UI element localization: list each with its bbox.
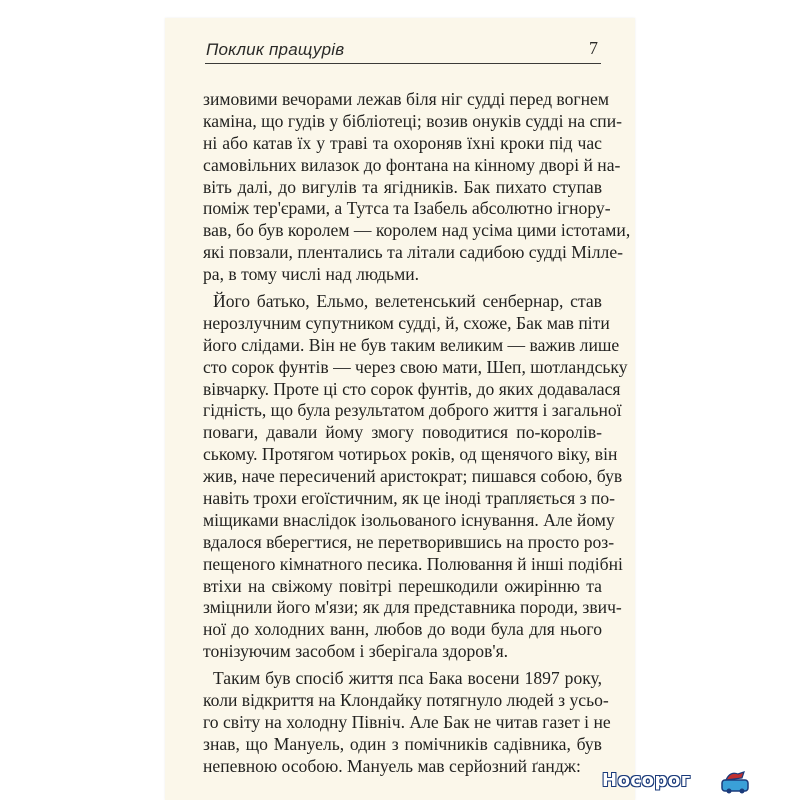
text-line: навіть трохи егоїстичним, як це іноді трапляється з по- xyxy=(203,488,616,509)
text-line: самовільних вилазок до фонтана на кінному дворі й на- xyxy=(203,154,621,175)
text-line: ної до холодних ванн, любов до води була для нього xyxy=(203,619,602,640)
text-line: втіхи на свіжому повітрі перешкодили ожирінню та xyxy=(203,575,602,596)
text-line: гідність, що була результатом доброго життя і загальної xyxy=(203,400,622,421)
text-line: вдалося вберегтися, не перетворившись на просто роз- xyxy=(203,531,615,552)
text-line: віть далі, до вигулів та ягідників. Бак пихато ступав xyxy=(203,176,602,197)
text-line: Його батько, Ельмо, велетенський сенбернар, став xyxy=(213,291,602,312)
text-line: сто сорок фунтів — через свою мати, Шеп, шотландську xyxy=(203,356,628,377)
text-line: ні або катав їх у траві та охороняв їхні кроки під час xyxy=(203,132,602,153)
text-line: го світу на холодну Північ. Але Бак не читав газет і не xyxy=(203,711,611,732)
running-header xyxy=(206,38,600,66)
text-line: пещеного кімнатного песика. Полювання й інші подібні xyxy=(203,553,623,574)
running-title: Поклик пращурів xyxy=(206,40,345,59)
text-line: міщиками внаслідок ізольованого існування. Але йому xyxy=(203,509,615,530)
text-line: коли відкриття на Клондайку потягнуло людей з усьо- xyxy=(203,690,609,711)
text-line: які повзали, плентались та літали садибою судді Мілле- xyxy=(203,242,624,263)
text-line: поваги, давали йому змогу поводитися по-королів- xyxy=(203,422,602,443)
text-line: непевною особою. Мануель мав серйозний ґандж: xyxy=(203,755,581,776)
text-line: зміцнили його м'язи; як для представника породи, звич- xyxy=(203,597,622,618)
text-line: ському. Протягом чотирьох років, од щенячого віку, він xyxy=(203,444,618,465)
text-line: каміна, що гудів у бібліотеці; возив онуків судді на спи- xyxy=(203,110,622,131)
text-line: зимовими вечорами лежав біля ніг судді перед вогнем xyxy=(203,89,609,109)
body-text xyxy=(203,89,631,778)
text-line: нерозлучним супутником судді, й, схоже, Бак мав піти xyxy=(203,312,610,333)
page-number: 7 xyxy=(589,38,598,58)
text-line: поміж тер'єрами, а Тутса та Ізабель абсолютно ігнору- xyxy=(203,198,611,219)
watermark-text: Носорог xyxy=(602,770,691,791)
text-line: вівчарку. Проте ці сто сорок фунтів, до яких додавалася xyxy=(203,378,621,399)
text-line: Таким був спосіб життя пса Бака восени 1897 року, xyxy=(213,668,602,689)
watermark-logo xyxy=(602,768,762,794)
text-line: його слідами. Він не був таким великим — важив лише xyxy=(203,334,620,355)
header-rule xyxy=(205,63,601,64)
text-line: вав, бо був королем — королем над усіма цими істотами, xyxy=(203,220,631,241)
text-line: жив, наче пересичений аристократ; пишався собою, був xyxy=(203,466,623,487)
rhino-logo-icon xyxy=(720,768,754,794)
text-line: знав, що Мануель, один з помічників садівника, був xyxy=(203,733,602,754)
text-line: ра, в тому числі над людьми. xyxy=(203,264,420,285)
text-line: тонізуючим засобом і зберігала здоров'я. xyxy=(203,641,509,662)
